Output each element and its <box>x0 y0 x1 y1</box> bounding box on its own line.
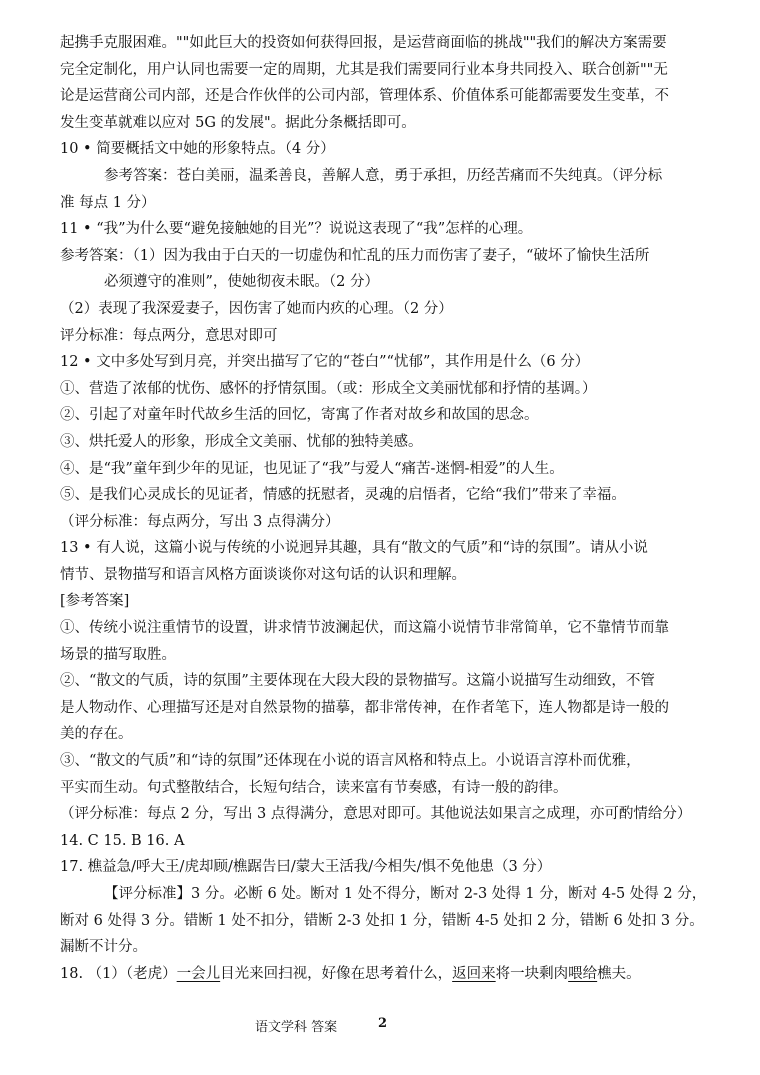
footer-page-number: 2 <box>378 1016 388 1031</box>
text-line: 14. C 15. B 16. A <box>60 832 185 849</box>
underlined-word: 一会儿 <box>176 965 221 982</box>
text-line: 10 • 简要概括文中她的形象特点。（4 分） <box>60 141 335 158</box>
text-line: 参考答案：（1）因为我由于白天的一切虚伪和忙乱的压力而伤害了妻子，“破坏了愉快生活所 <box>60 247 650 264</box>
text-line: ②、引起了对童年时代故乡生活的回忆，寄寓了作者对故乡和故国的思念。 <box>60 407 539 424</box>
text-line: 发生变革就难以应对 5G 的发展"。据此分条概括即可。 <box>60 114 416 131</box>
text-line: 参考答案：苍白美丽，温柔善良，善解人意，勇于承担，历经苦痛而不失纯真。（评分标 <box>104 167 663 184</box>
text-line: 完全定制化，用户认同也需要一定的周期，尤其是我们需要同行业本身共同投入、联合创新""无 <box>60 61 668 78</box>
text-segment: 樵夫。 <box>597 965 641 982</box>
text-line: 【评分标准】3 分。必断 6 处。断对 1 处不得分，断对 2-3 处得 1 分，断对 4-5 处得 2 分， <box>104 886 707 902</box>
text-segment: 18. （1）（老虎） <box>60 965 177 982</box>
text-line: ①、传统小说注重情节的设置，讲求情节波澜起伏，而这篇小说情节非常简单，它不靠情节而靠 <box>60 620 669 637</box>
footer-subject: 语文学科 答案 <box>255 1020 338 1035</box>
text-segment: 将一块剩肉 <box>495 965 569 982</box>
text-line: 场景的描写取胜。 <box>60 646 176 663</box>
text-segment: 目光来回扫视，好像在思考着什么， <box>220 965 453 982</box>
underlined-word: 返回来 <box>452 965 496 982</box>
answer-text-body <box>60 30 710 987</box>
text-line: 13 • 有人说，这篇小说与传统的小说迥异其趣，具有“散文的气质”和“诗的氛围”。请从小说 <box>60 540 648 557</box>
text-line: 12 • 文中多处写到月亮，并突出描写了它的“苍白”“忧郁”，其作用是什么（6 分） <box>60 354 590 371</box>
text-line: 美的存在。 <box>60 726 133 743</box>
text-line: （评分标准：每点两分，写出 3 点得满分） <box>60 513 340 530</box>
text-line: 必须遵守的准则”，使她彻夜未眠。（2 分） <box>104 274 379 291</box>
text-line: 漏断不计分。 <box>60 939 147 956</box>
text-line: 准 每点 1 分） <box>60 194 156 211</box>
q18-answer-line <box>60 961 710 988</box>
text-line: 论是运营商公司内部，还是合作伙伴的公司内部，管理体系、价值体系可能都需要发生变革，不 <box>60 88 669 105</box>
text-line: 起携手克服困难。""如此巨大的投资如何获得回报，是运营商面临的挑战""我们的解决方案需要 <box>60 35 667 51</box>
text-line: 11 • “我”为什么要“避免接触她的目光”？说说这表现了“我”怎样的心理。 <box>60 221 533 238</box>
text-line: 情节、景物描写和语言风格方面谈谈你对这句话的认识和理解。 <box>60 566 466 583</box>
text-line: ③、“散文的气质”和“诗的氛围”还体现在小说的语言风格和特点上。小说语言淳朴而优雅， <box>60 753 641 770</box>
underlined-word: 喂给 <box>568 965 598 982</box>
text-line: 断对 6 处得 3 分。错断 1 处不扣分，错断 2-3 处扣 1 分，错断 4-5 处扣 2 分，错断 6 处扣 3 分。 <box>60 912 704 929</box>
text-line: ④、是“我”童年到少年的见证，也见证了“我”与爱人“痛苦-迷惘-相爱”的人生。 <box>60 460 564 477</box>
text-line: ②、“散文的气质，诗的氛围”主要体现在大段大段的景物描写。这篇小说描写生动细致，不管 <box>60 673 655 690</box>
text-line: ⑤、是我们心灵成长的见证者，情感的抚慰者，灵魂的启悟者，它给“我们”带来了幸福。 <box>60 487 626 504</box>
text-line: 评分标准：每点两分，意思对即可 <box>60 327 278 344</box>
text-line: ③、烘托爱人的形象，形成全文美丽、忧郁的独特美感。 <box>60 433 423 450</box>
text-line: 17. 樵益急/呼大王/虎却顾/樵踞告曰/蒙大王活我/今相失/惧不免他患（3 分） <box>60 859 552 876</box>
text-line: 平实而生动。句式整散结合，长短句结合，读来富有节奏感，有诗一般的韵律。 <box>60 779 568 796</box>
text-line: [参考答案] <box>60 593 130 610</box>
text-line: （评分标准：每点 2 分，写出 3 点得满分，意思对即可。其他说法如果言之成理，亦可酌情给分） <box>60 806 692 823</box>
text-line: 是人物动作、心理描写还是对自然景物的描摹，都非常传神，在作者笔下，连人物都是诗一般的 <box>60 699 669 716</box>
text-line: （2）表现了我深爱妻子，因伤害了她而内疚的心理。（2 分） <box>60 300 453 317</box>
text-line: ①、营造了浓郁的忧伤、感怀的抒情氛围。（或：形成全文美丽忧郁和抒情的基调。） <box>60 380 597 397</box>
